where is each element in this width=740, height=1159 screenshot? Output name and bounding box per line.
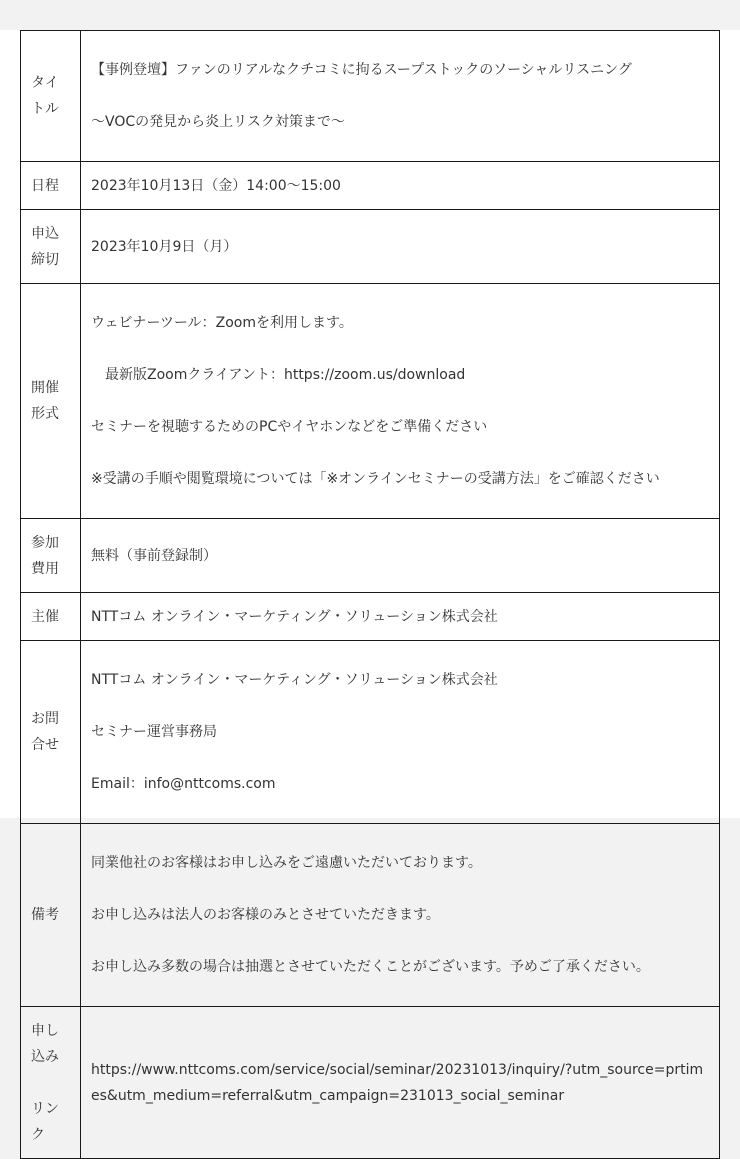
contact-line-2: セミナー運営事務局 <box>91 724 217 740</box>
notes-line-3: お申し込み多数の場合は抽選とさせていただくことがございます。予めご了承ください。 <box>91 959 650 975</box>
table-row-deadline <box>21 210 720 284</box>
row-label-host: 主催 <box>21 593 81 641</box>
format-line-3: セミナーを視聴するためのPCやイヤホンなどをご準備ください <box>91 419 488 435</box>
table-row-title <box>21 31 720 162</box>
application-link[interactable]: https://www.nttcoms.com/service/social/seminar/20231013/inquiry/?utm_source=prtimes&utm_medium=referral&utm_campaign=231013_social_seminar <box>81 1007 720 1159</box>
table-row-date <box>21 162 720 210</box>
format-line-2: 最新版Zoomクライアント：https://zoom.us/download <box>105 367 466 383</box>
seminar-title-line-2: 〜VOCの発見から炎上リスク対策まで〜 <box>91 114 345 130</box>
seminar-title <box>81 31 720 162</box>
format-line-4: ※受講の手順や閲覧環境については「※オンラインセミナーの受講方法」をご確認ください <box>91 471 660 487</box>
contact-info <box>81 641 720 824</box>
seminar-date: 2023年10月13日（金）14:00〜15:00 <box>81 162 720 210</box>
seminar-title-line-1: 【事例登壇】ファンのリアルなクチコミに拘るスープストックのソーシャルリスニング <box>91 62 632 78</box>
table-row-format <box>21 284 720 519</box>
organizer: NTTコム オンライン・マーケティング・ソリューション株式会社 <box>81 593 720 641</box>
row-label-title: タイ トル <box>21 31 81 162</box>
seminar-info-sheet <box>0 30 740 1143</box>
table-row-link <box>21 1007 720 1159</box>
row-label-link: 申し 込み リン ク <box>21 1007 81 1159</box>
participation-fee: 無料（事前登録制） <box>81 519 720 593</box>
table-row-notes <box>21 824 720 1007</box>
contact-email: Email：info@nttcoms.com <box>91 776 276 792</box>
row-label-date: 日程 <box>21 162 81 210</box>
table-row-fee <box>21 519 720 593</box>
row-label-fee: 参加 費用 <box>21 519 81 593</box>
event-format <box>81 284 720 519</box>
seminar-info-table <box>20 30 720 1159</box>
row-label-contact: お問 合せ <box>21 641 81 824</box>
format-line-1: ウェビナーツール：Zoomを利用します。 <box>91 315 353 331</box>
contact-line-1: NTTコム オンライン・マーケティング・ソリューション株式会社 <box>91 672 498 688</box>
notes-line-1: 同業他社のお客様はお申し込みをご遠慮いただいております。 <box>91 855 482 871</box>
row-label-format: 開催 形式 <box>21 284 81 519</box>
row-label-deadline: 申込 締切 <box>21 210 81 284</box>
application-deadline: 2023年10月9日（月） <box>81 210 720 284</box>
notes <box>81 824 720 1007</box>
notes-line-2: お申し込みは法人のお客様のみとさせていただきます。 <box>91 907 440 923</box>
row-label-notes: 備考 <box>21 824 81 1007</box>
table-row-contact <box>21 641 720 824</box>
table-row-host <box>21 593 720 641</box>
